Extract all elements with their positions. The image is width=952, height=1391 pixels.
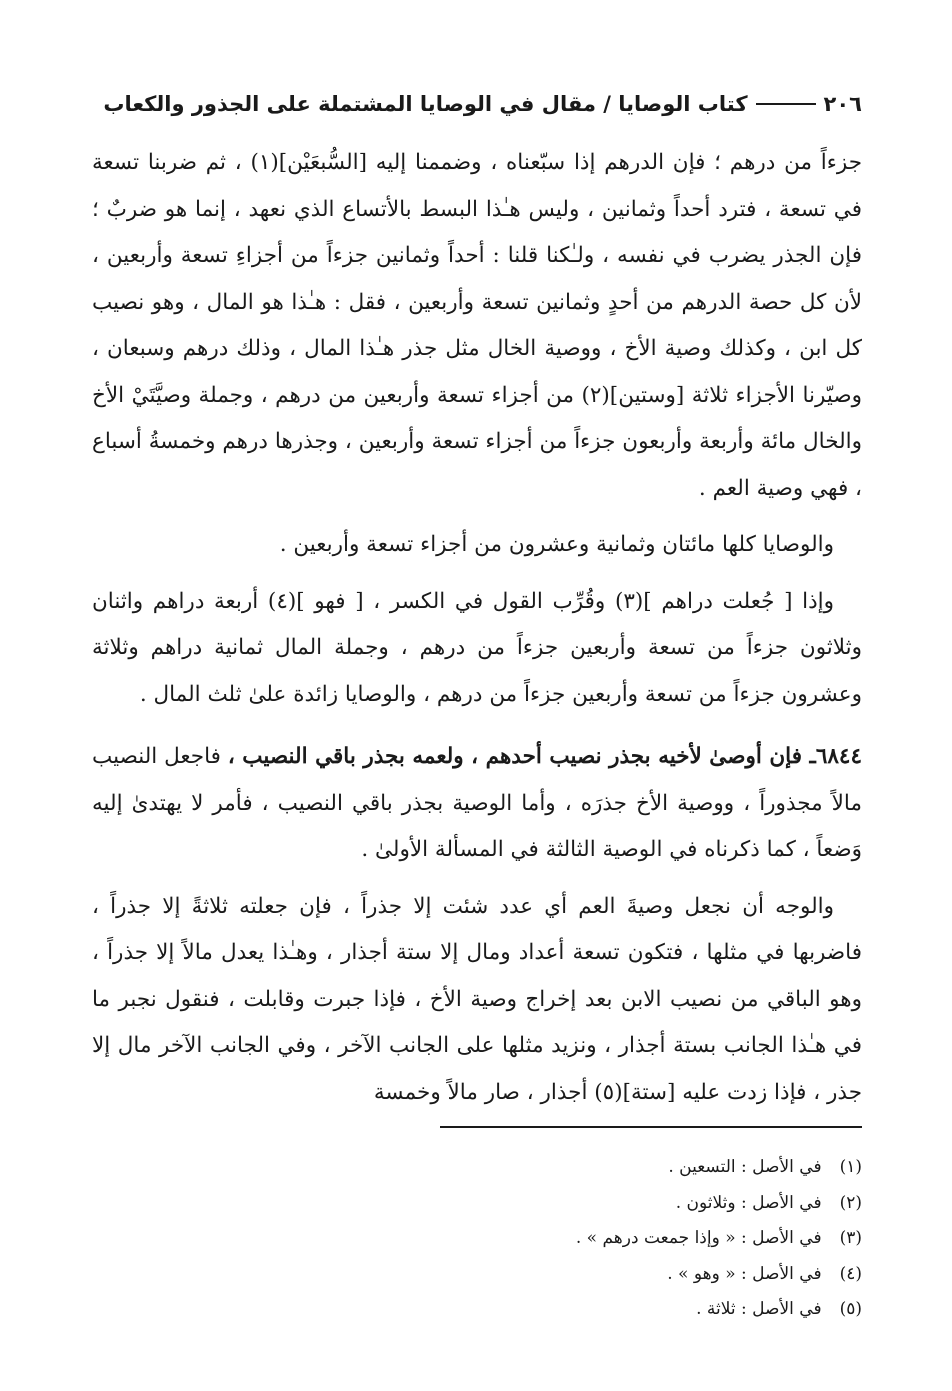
footnote-4 [162, 1257, 862, 1293]
footnote-5 [162, 1292, 862, 1328]
footnote-text: في الأصل : « وهو » . [667, 1263, 822, 1284]
footnotes [162, 1150, 862, 1328]
header-rule [756, 103, 816, 105]
footnote-separator [440, 1126, 862, 1128]
running-header [92, 86, 862, 122]
problem-paragraph [92, 734, 862, 874]
footnote-text: في الأصل : وثلاثون . [675, 1192, 822, 1213]
footnote-number: (٤) [839, 1263, 862, 1284]
footnote-1 [162, 1150, 862, 1186]
footnote-number: (٥) [839, 1299, 862, 1319]
footnote-text: في الأصل : التسعين . [668, 1157, 822, 1177]
footnote-number: (٢) [839, 1192, 862, 1213]
running-title: كتاب الوصايا / مقال في الوصايا المشتملة على الجذور والكعاب [103, 92, 748, 116]
paragraph-3: وإذا [ جُعلت دراهم ](٣) وقُرِّب القول في الكسر ، [ فهو ](٤) أربعة دراهم واثنان وثلاثون جزءاً من تسعة وأربعين جزءاً من درهم ، وجملة المال ثمانية دراهم وثلاثة وعشرون جزءاً من تسعة وأربعين جزءاً من درهم ، والوصايا زائدة علىٰ ثلث المال . [92, 588, 862, 707]
footnote-3 [162, 1221, 862, 1257]
footnote-2 [162, 1186, 862, 1222]
page-number: ٢٠٦ [823, 92, 862, 116]
paragraph-5: والوجه أن نجعل وصيةَ العم أي عدد شئت إلا جذراً ، فإن جعلته ثلاثةً إلا جذراً ، فاضربها في مثلها ، فتكون تسعة أعداد ومال إلا ستة أجذار ، وهـٰذا يعدل مالاً إلا جذراً ، وهو الباقي من نصيب الابن بعد إخراج وصية الأخ ، فإذا جبرت وقابلت ، فنقول نجبر ما في هـٰذا الجانب بستة أجذار ، ونزيد مثلها على الجانب الآخر ، وفي الجانب الآخر مال إلا جذر ، فإذا زدت عليه [ستة](٥) أجذار ، صار مالاً وخمسة [92, 893, 862, 1105]
main-text [92, 140, 862, 1116]
problem-heading: ٦٨٤٤ـ فإن أوصىٰ لأخيه بجذر نصيب أحدهم ، ولعمه بجذر باقي النصيب ، [227, 744, 863, 769]
footnote-number: (٣) [839, 1228, 862, 1248]
footnote-text: في الأصل : ثلاثة . [696, 1299, 822, 1319]
paragraph-2: والوصايا كلها مائتان وثمانية وعشرون من أجزاء تسعة وأربعين . [279, 532, 834, 557]
problem-text: فاجعل النصيب مالاً مجذوراً ، ووصية الأخ جذرَه ، وأما الوصية بجذر باقي النصيب ، فأمر لا يهتدىٰ إليه وَضعاً ، كما ذكرناه في الوصية الثالثة في المسألة الأولىٰ . [92, 744, 862, 862]
paragraph-1: جزءاً من درهم ؛ فإن الدرهم إذا سبّعناه ، وضممنا إليه [السُّبعَيْن](١) ، ثم ضربنا تسعة في تسعة ، فترد أحداً وثمانين ، وليس هـٰذا البسط بالأتساع الذي نعهد ، إنما هو ضربٌ ؛ فإن الجذر يضرب في نفسه ، ولـٰكنا قلنا : أحداً وثمانين جزءاً من أجزاءِ تسعة وأربعين ، لأن كل حصة الدرهم من أحدٍ وثمانين تسعة وأربعين ، فقل : هـٰذا هو المال ، وهو نصيب كل ابن ، وكذلك وصية الأخ ، ووصية الخال مثل جذر هـٰذا المال ، وذلك درهم وسبعان ، وصيّرنا الأجزاء ثلاثة [وستين](٢) من أجزاء تسعة وأربعين من درهم ، وجملة وصيَّتَيْ الأخ والخال مائة وأربعة وأربعون جزءاً من أجزاء تسعة وأربعين ، وجذرها درهم وخمسةُ أسباع ، فهي وصية العم . [92, 150, 863, 501]
footnote-number: (١) [839, 1157, 862, 1177]
footnote-text: في الأصل : « وإذا جمعت درهم » . [575, 1228, 822, 1248]
